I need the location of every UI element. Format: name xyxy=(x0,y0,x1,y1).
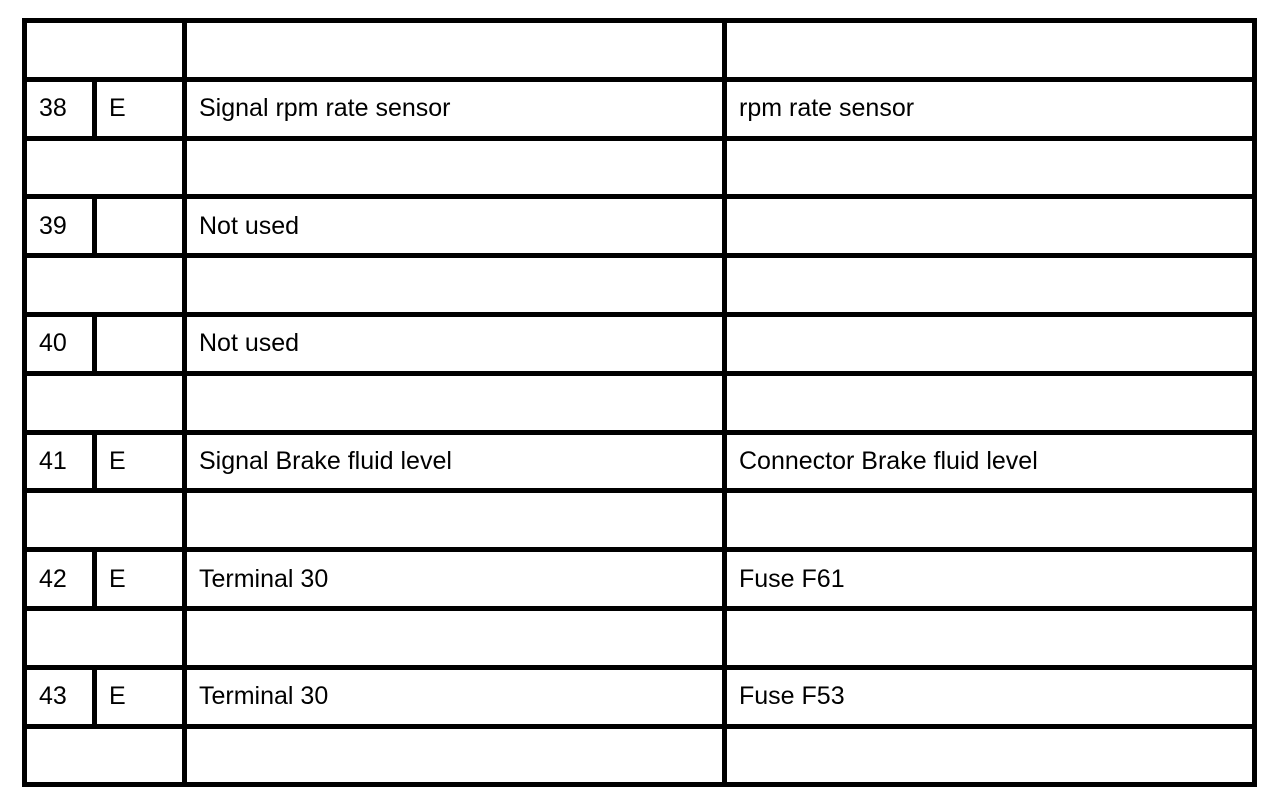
pin-description-cell: Terminal 30 xyxy=(185,667,725,726)
spacer-row xyxy=(25,726,1255,785)
spacer-cell xyxy=(725,138,1255,197)
spacer-cell xyxy=(25,491,185,550)
pin-connection-cell xyxy=(725,314,1255,373)
pin-table-body xyxy=(25,21,1255,785)
pin-assignment-table xyxy=(22,18,1257,787)
spacer-cell xyxy=(25,608,185,667)
spacer-cell xyxy=(185,21,725,80)
pin-connection-cell: rpm rate sensor xyxy=(725,79,1255,138)
pin-description-cell: Not used xyxy=(185,314,725,373)
spacer-cell xyxy=(725,256,1255,315)
pin-description-cell: Not used xyxy=(185,197,725,256)
spacer-cell xyxy=(185,138,725,197)
spacer-row xyxy=(25,138,1255,197)
pin-type-cell: E xyxy=(95,667,185,726)
pin-connection-cell xyxy=(725,197,1255,256)
spacer-cell xyxy=(725,726,1255,785)
pin-row xyxy=(25,550,1255,609)
spacer-cell xyxy=(25,373,185,432)
pin-row xyxy=(25,667,1255,726)
pin-type-cell: E xyxy=(95,550,185,609)
spacer-cell xyxy=(25,21,185,80)
pin-number-cell: 39 xyxy=(25,197,95,256)
pin-type-cell xyxy=(95,197,185,256)
pin-type-cell xyxy=(95,314,185,373)
pin-connection-cell: Fuse F61 xyxy=(725,550,1255,609)
pin-row xyxy=(25,197,1255,256)
spacer-row xyxy=(25,373,1255,432)
pin-number-cell: 42 xyxy=(25,550,95,609)
spacer-row xyxy=(25,608,1255,667)
spacer-cell xyxy=(185,373,725,432)
spacer-row xyxy=(25,256,1255,315)
pin-row xyxy=(25,314,1255,373)
spacer-cell xyxy=(25,726,185,785)
spacer-cell xyxy=(185,608,725,667)
spacer-cell xyxy=(25,138,185,197)
pin-number-cell: 38 xyxy=(25,79,95,138)
pin-number-cell: 41 xyxy=(25,432,95,491)
spacer-cell xyxy=(725,21,1255,80)
pin-connection-cell: Connector Brake fluid level xyxy=(725,432,1255,491)
pin-row xyxy=(25,79,1255,138)
spacer-cell xyxy=(185,256,725,315)
spacer-cell xyxy=(185,726,725,785)
spacer-cell xyxy=(725,608,1255,667)
pin-description-cell: Terminal 30 xyxy=(185,550,725,609)
pin-number-cell: 43 xyxy=(25,667,95,726)
pin-row xyxy=(25,432,1255,491)
pin-type-cell: E xyxy=(95,432,185,491)
spacer-row xyxy=(25,21,1255,80)
spacer-cell xyxy=(725,373,1255,432)
spacer-cell xyxy=(25,256,185,315)
spacer-row xyxy=(25,491,1255,550)
pin-description-cell: Signal rpm rate sensor xyxy=(185,79,725,138)
spacer-cell xyxy=(185,491,725,550)
pin-number-cell: 40 xyxy=(25,314,95,373)
pin-description-cell: Signal Brake fluid level xyxy=(185,432,725,491)
pin-type-cell: E xyxy=(95,79,185,138)
spacer-cell xyxy=(725,491,1255,550)
pin-connection-cell: Fuse F53 xyxy=(725,667,1255,726)
